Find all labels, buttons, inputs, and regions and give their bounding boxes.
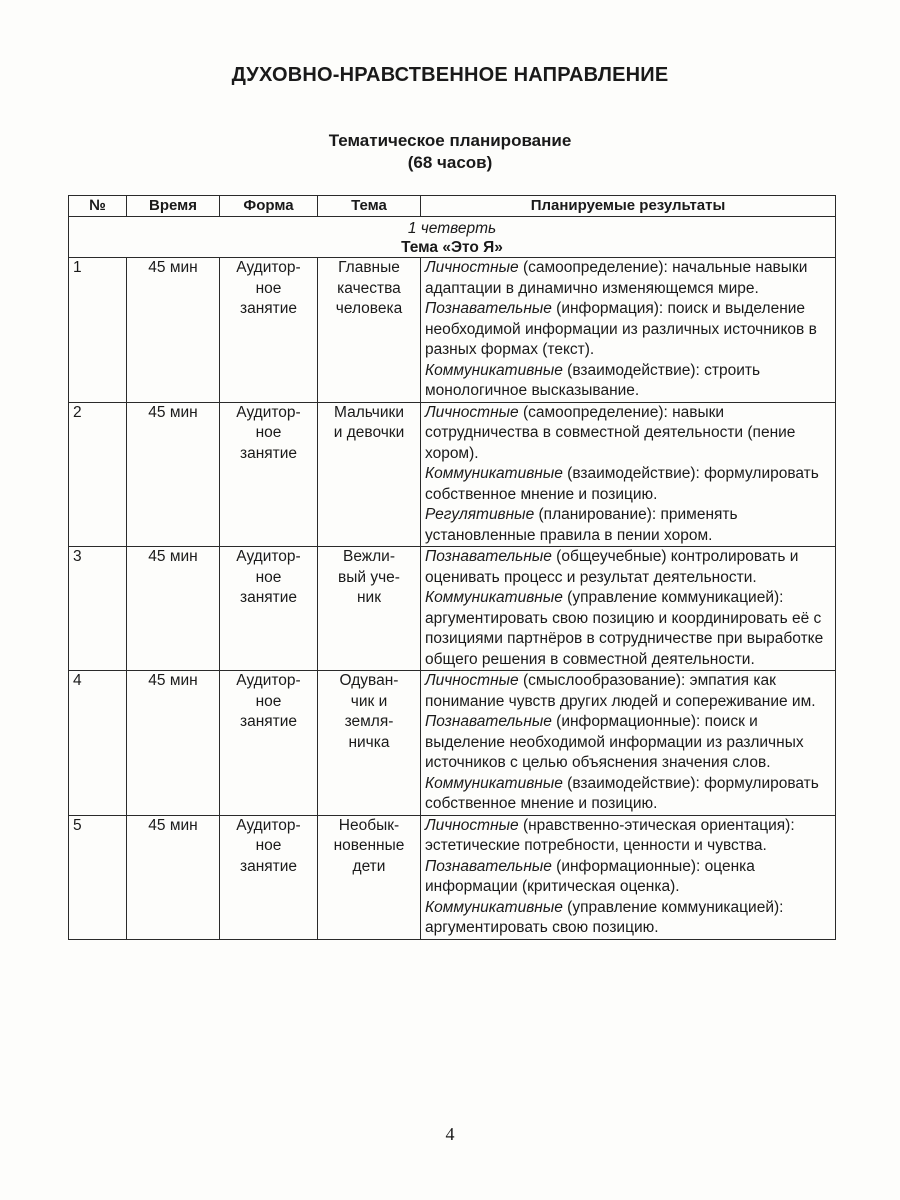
row-topic [318,402,421,547]
form-line: занятие [239,857,298,875]
result-item [425,464,831,505]
row-form [220,547,318,671]
topic-line: и девочки [333,424,405,441]
row-form [220,258,318,403]
form-line: ное [255,279,282,297]
row-results [421,671,836,816]
row-results [421,402,836,547]
result-text: (информационные): поиск и выделение необходимой информации из различных источников с целью объяснения значения слов. [425,713,804,771]
table-row [69,815,836,939]
result-item [425,361,831,402]
row-number: 1 [69,258,127,403]
row-number: 3 [69,547,127,671]
section-title: ДУХОВНО-НРАВСТВЕННОЕ НАПРАВЛЕНИЕ [231,64,669,86]
result-item [425,403,831,465]
result-category: Коммуникативные [425,774,563,792]
row-topic [318,815,421,939]
row-number: 4 [69,671,127,816]
form-line: Аудитор- [236,672,301,689]
result-text: (смыслообразование): эмпатия как понимание чувств других людей и сопереживание им. [425,672,816,710]
table-header-row [69,196,836,217]
result-category: Коммуникативные [425,465,563,482]
result-text: (информация): поиск и выделение необходимой информации из различных источников в разных формах (текст). [425,300,817,358]
theme-label: Тема «Это Я» [401,239,503,256]
result-text: (планирование): применять установленные правила в пении хором. [425,506,738,544]
form-line: занятие [239,300,298,317]
form-line: Аудитор- [236,548,301,565]
topic-line: Одуван- [339,672,399,689]
result-text: (информационные): оценка информации (критическая оценка). [425,857,755,895]
row-form [220,815,318,939]
row-time: 45 мин [127,815,220,939]
topic-line: Вежли- [342,548,396,565]
header-number: № [69,196,127,217]
row-time: 45 мин [127,402,220,547]
result-text: (управление коммуникацией): аргументировать свою позицию и координировать её с позициями партнёров в сотрудничестве при выработке общего решения в совместной деятельности. [425,589,824,668]
planning-hours: (68 часов) [407,153,493,172]
row-topic [318,547,421,671]
form-line: Аудитор- [236,816,301,834]
result-text: (самоопределение): начальные навыки адаптации в динамично изменяющемся мире. [425,259,808,297]
result-item [425,712,831,774]
quarter-cell [69,217,836,258]
result-category: Личностные [425,816,519,834]
table-row [69,258,836,403]
result-text: (самоопределение): навыки сотрудничества в совместной деятельности (пение хором). [425,403,796,462]
thematic-plan-table [68,195,836,940]
topic-line: вый уче- [338,568,400,586]
result-text: (взаимодействие): формулировать собственное мнение и позицию. [425,465,819,503]
topic-line: Необык- [338,816,400,834]
header-results: Планируемые результаты [421,196,836,217]
result-item [425,258,831,299]
result-category: Личностные [425,672,519,689]
row-results [421,815,836,939]
planning-heading [0,130,900,174]
result-category: Личностные [425,403,519,421]
row-topic [318,258,421,403]
header-form: Форма [220,196,318,217]
result-category: Познавательные [425,857,552,875]
result-item [425,299,831,361]
result-category: Личностные [425,259,519,276]
form-line: ное [255,424,282,441]
topic-line: земля- [344,713,394,730]
topic-line: чик и [350,692,388,710]
quarter-row [69,217,836,258]
result-category: Коммуникативные [425,898,563,916]
result-category: Регулятивные [425,506,535,523]
row-number: 2 [69,402,127,547]
result-text: (общеучебные) контролировать и оценивать процесс и результат деятельности. [425,548,799,586]
header-time: Время [127,196,220,217]
result-item [425,671,831,712]
form-line: ное [255,568,282,586]
form-line: занятие [239,713,298,730]
topic-line: Мальчики [334,403,404,421]
result-category: Познавательные [425,713,552,730]
row-topic [318,671,421,816]
page-number: 4 [445,1124,455,1144]
topic-line: ничка [348,733,390,751]
topic-line: человека [335,300,403,317]
result-text: (взаимодействие): формулировать собственное мнение и позицию. [425,774,819,812]
row-form [220,402,318,547]
result-item [425,774,831,815]
result-item [425,588,831,670]
quarter-label: 1 четверть [407,220,497,237]
topic-line: новенные [333,837,405,854]
table-body [69,217,836,940]
row-results [421,258,836,403]
row-form [220,671,318,816]
row-time: 45 мин [127,547,220,671]
row-time: 45 мин [127,671,220,816]
result-category: Познавательные [425,548,552,565]
result-item [425,857,831,898]
result-text: (взаимодействие): строить монологичное высказывание. [425,361,761,399]
row-time: 45 мин [127,258,220,403]
result-item [425,898,831,939]
result-text: (управление коммуникацией): аргументировать свою позицию. [425,898,784,936]
table-row [69,547,836,671]
topic-line: ник [357,589,381,606]
result-text: (нравственно-этическая ориентация): эстетические потребности, ценности и чувства. [425,816,795,854]
topic-line: Главные [338,259,400,276]
result-category: Коммуникативные [425,361,563,379]
form-line: Аудитор- [236,403,301,421]
topic-line: дети [352,857,386,875]
header-topic: Тема [318,196,421,217]
form-line: занятие [239,589,298,606]
result-category: Коммуникативные [425,589,563,606]
result-item [425,505,831,546]
row-number: 5 [69,815,127,939]
form-line: ное [255,692,282,710]
table-row [69,402,836,547]
row-results [421,547,836,671]
form-line: Аудитор- [236,259,301,276]
table-row [69,671,836,816]
result-item [425,816,831,857]
form-line: ное [255,837,282,854]
form-line: занятие [239,444,298,462]
planning-title: Тематическое планирование [328,131,572,150]
topic-line: качества [337,279,401,297]
result-category: Познавательные [425,300,552,317]
result-item [425,547,831,588]
